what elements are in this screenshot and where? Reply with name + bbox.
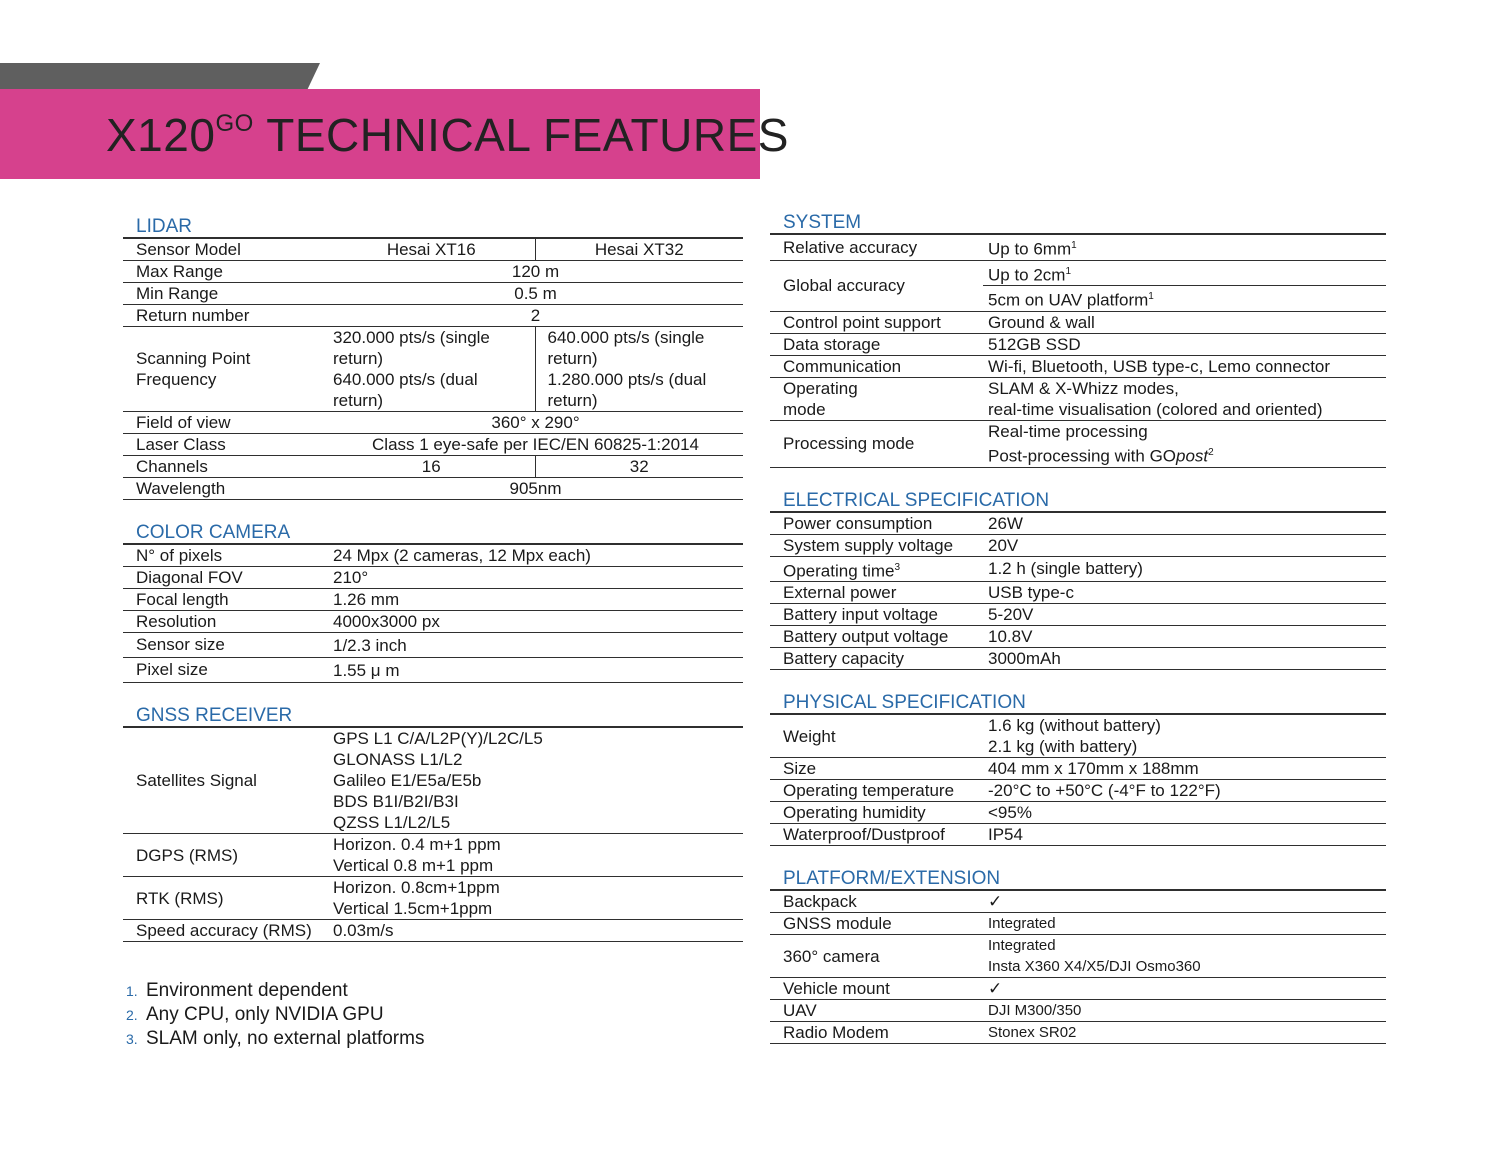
table-row: GNSS module Integrated xyxy=(770,913,1386,935)
table-row: Power consumption 26W xyxy=(770,513,1386,535)
gnss-table xyxy=(123,728,743,942)
table-row: 360° camera Integrated Insta X360 X4/X5/DJI Osmo360 xyxy=(770,935,1386,978)
table-row: Min Range 0.5 m xyxy=(123,283,743,305)
footnote: 3. SLAM only, no external platforms xyxy=(126,1028,425,1049)
table-row: Sensor Model Hesai XT16 Hesai XT32 xyxy=(123,239,743,261)
footnote: 1. Environment dependent xyxy=(126,980,348,1001)
table-row: Battery input voltage 5-20V xyxy=(770,604,1386,626)
platform-section xyxy=(770,866,1386,1044)
section-title: PHYSICAL SPECIFICATION xyxy=(770,690,1386,715)
table-row: Processing mode Real-time processing Post-processing with GOpost$^2$ xyxy=(770,420,1386,467)
table-row: Operating mode SLAM & X-Whizz modes, real-time visualisation (colored and oriented) xyxy=(770,377,1386,420)
section-title: COLOR CAMERA xyxy=(123,520,743,545)
table-row: System supply voltage 20V xyxy=(770,534,1386,556)
electrical-section xyxy=(770,488,1386,671)
table-row: 5cm on UAV platform$^1$ xyxy=(770,286,1386,312)
table-row: Laser Class Class 1 eye-safe per IEC/EN 60825-1:2014 xyxy=(123,434,743,456)
footnote: 2. Any CPU, only NVIDIA GPU xyxy=(126,1004,384,1025)
table-row: Field of view 360° x 290° xyxy=(123,412,743,434)
system-table xyxy=(770,235,1386,468)
table-row: Diagonal FOV 210° xyxy=(123,567,743,589)
right-column xyxy=(770,210,1386,1064)
lidar-section xyxy=(123,214,743,500)
table-row: Return number 2 xyxy=(123,305,743,327)
electrical-table xyxy=(770,513,1386,671)
section-title: ELECTRICAL SPECIFICATION xyxy=(770,488,1386,513)
table-row: Size 404 mm x 170mm x 188mm xyxy=(770,758,1386,780)
system-section xyxy=(770,210,1386,468)
footnotes xyxy=(126,979,424,1051)
table-row: Battery capacity 3000mAh xyxy=(770,648,1386,670)
table-row: Focal length 1.26 mm xyxy=(123,589,743,611)
camera-section xyxy=(123,520,743,683)
physical-table xyxy=(770,715,1386,846)
table-row: Weight 1.6 kg (without battery) 2.1 kg (with battery) xyxy=(770,715,1386,758)
table-row: Satellites Signal GPS L1 C/A/L2P(Y)/L2C/L5 GLONASS L1/L2 Galileo E1/E5a/E5b BDS B1I/B2I/B3I QZSS L1/L2/L5 xyxy=(123,728,743,834)
page-title: $X120^{GO}$ TECHNICAL FEATURES xyxy=(106,109,789,161)
table-row: Data storage 512GB SSD xyxy=(770,333,1386,355)
table-row: Battery output voltage 10.8V xyxy=(770,626,1386,648)
table-row: Vehicle mount ✓ xyxy=(770,978,1386,1000)
section-title: SYSTEM xyxy=(770,210,1386,235)
table-row: Channels 16 32 xyxy=(123,456,743,478)
left-column xyxy=(123,214,743,962)
table-row: Speed accuracy (RMS) 0.03m/s xyxy=(123,920,743,942)
table-row: Scanning Point Frequency 320.000 pts/s (single return) 640.000 pts/s (dual return) 640.000 pts/s (single return) 1.280.000 pts/s (dual return) xyxy=(123,327,743,412)
table-row: Operating humidity <95% xyxy=(770,802,1386,824)
table-row: Communication Wi-fi, Bluetooth, USB type-c, Lemo connector xyxy=(770,355,1386,377)
table-row: Resolution 4000x3000 px xyxy=(123,611,743,633)
table-row: Backpack ✓ xyxy=(770,891,1386,913)
table-row: Control point support Ground & wall xyxy=(770,311,1386,333)
header-accent-bar xyxy=(0,63,320,90)
table-row: Global accuracy Up to $2cm^1$ xyxy=(770,260,1386,286)
table-row: UAV DJI M300/350 xyxy=(770,1000,1386,1022)
table-row: Pixel size 1.55 μ m xyxy=(123,658,743,683)
table-row: Sensor size 1/2.3 inch xyxy=(123,633,743,658)
checkmark-icon: ✓ xyxy=(983,978,1386,1000)
table-row: Operating temperature -20°C to +50°C (-4°F to 122°F) xyxy=(770,780,1386,802)
table-row: Radio Modem Stonex SR02 xyxy=(770,1022,1386,1044)
table-row: Max Range 120 m xyxy=(123,261,743,283)
table-row: N° of pixels 24 Mpx (2 cameras, 12 Mpx each) xyxy=(123,545,743,567)
table-row: Wavelength 905nm xyxy=(123,478,743,500)
table-row: RTK (RMS) Horizon. 0.8cm+1ppm Vertical 1.5cm+1ppm xyxy=(123,877,743,920)
checkmark-icon: ✓ xyxy=(983,891,1386,913)
section-title: LIDAR xyxy=(123,214,743,239)
gnss-section xyxy=(123,703,743,942)
physical-section xyxy=(770,690,1386,846)
section-title: PLATFORM/EXTENSION xyxy=(770,866,1386,891)
table-row: External power USB type-c xyxy=(770,582,1386,604)
table-row: Operating time$^3$ 1.2 h (single battery) xyxy=(770,556,1386,582)
table-row: DGPS (RMS) Horizon. 0.4 m+1 ppm Vertical 0.8 m+1 ppm xyxy=(123,834,743,877)
section-title: GNSS RECEIVER xyxy=(123,703,743,728)
table-row: Waterproof/Dustproof IP54 xyxy=(770,824,1386,846)
table-row: Relative accuracy Up to $6mm^1$ xyxy=(770,235,1386,260)
platform-table xyxy=(770,891,1386,1044)
lidar-table xyxy=(123,239,743,500)
camera-table xyxy=(123,545,743,683)
